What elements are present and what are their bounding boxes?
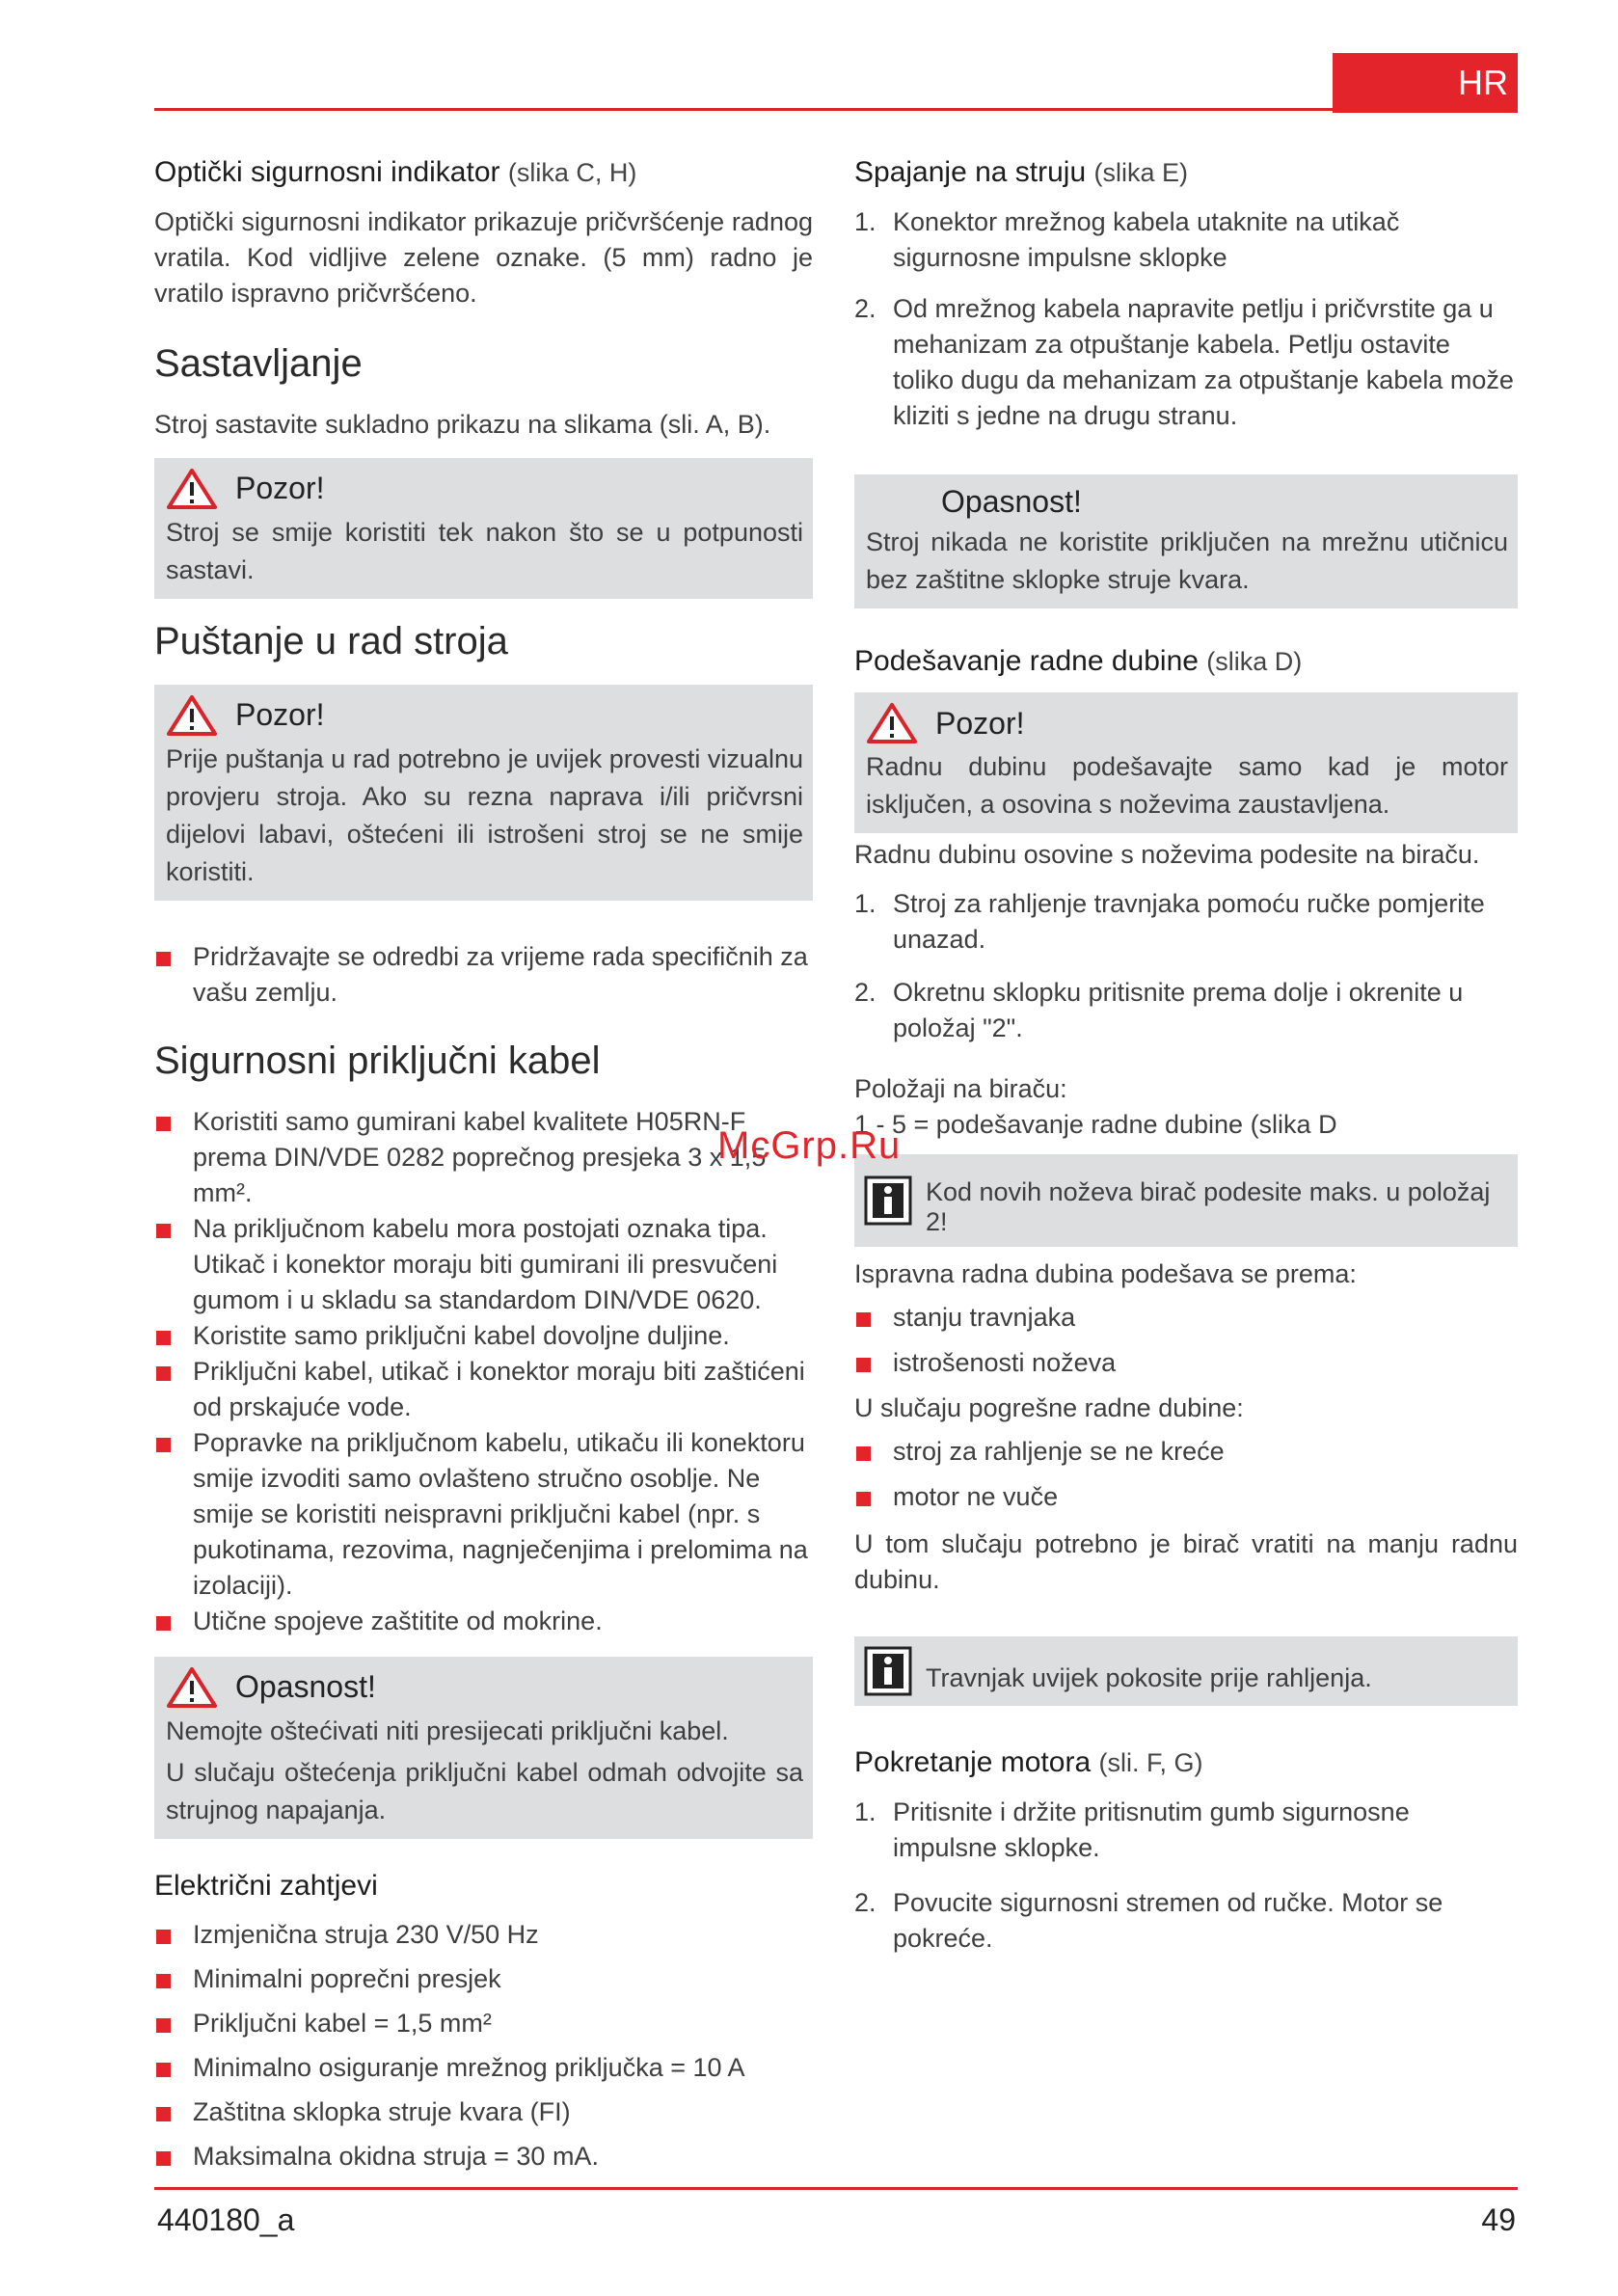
page-number: 49 xyxy=(1481,2202,1516,2237)
power-danger-text: Stroj nikada ne koristite priključen na mrežnu utičnicu bez zaštitne sklopke struje kvara. xyxy=(866,527,1508,594)
document-code: 440180_a xyxy=(157,2202,295,2237)
power-danger-box xyxy=(854,474,1518,608)
list-item: Minimalni poprečni presjek xyxy=(154,1961,813,1997)
cable-danger-box xyxy=(154,1657,813,1839)
startup-warning-text: Prije puštanja u rad potrebno je uvijek provesti vizualnu provjeru stroja. Ako su rezna naprava i/ili pričvrsni dijelovi labavi, oštećeni ili istrošeni stroj se ne smije koristiti. xyxy=(166,743,803,886)
depth-steps xyxy=(854,886,1518,1046)
startup-heading: Puštanje u rad stroja xyxy=(154,619,508,662)
language-code: HR xyxy=(1458,63,1508,102)
wrong-depth-bullets xyxy=(854,1434,1518,1515)
left-column xyxy=(154,154,813,2174)
correct-depth-bullets xyxy=(854,1300,1518,1381)
list-item: Priključni kabel = 1,5 mm² xyxy=(154,2006,813,2041)
list-item: Zaštitna sklopka struje kvara (FI) xyxy=(154,2094,813,2130)
list-item: Minimalno osiguranje mrežnog priključka = 10 A xyxy=(154,2050,813,2086)
positions-label: Položaji na biraču: xyxy=(854,1074,1067,1103)
list-item: Maksimalna okidna struja = 30 mA. xyxy=(154,2139,813,2174)
depth-warning-title: Pozor! xyxy=(935,705,1025,741)
assembly-warning-title: Pozor! xyxy=(235,471,325,505)
info-text-mow-first: Travnjak uvijek pokosite prije rahljenja. xyxy=(926,1662,1372,1692)
list-item: Izmjenična struja 230 V/50 Hz xyxy=(154,1917,813,1953)
list-item: 1. Stroj za rahljenje travnjaka pomoću ručke pomjerite unazad. xyxy=(854,889,1485,954)
list-item: stanju travnjaka xyxy=(854,1300,1518,1336)
cable-danger-text-2: U slučaju oštećenja priključni kabel odmah odvojite sa strujnog napajanja. xyxy=(166,1757,803,1824)
list-item: Koristite samo priključni kabel dovoljne duljine. xyxy=(154,1318,813,1354)
safety-cable-bullets xyxy=(154,1104,813,1639)
list-item: 2. Povucite sigurnosni stremen od ručke. Motor se pokreće. xyxy=(854,1887,1443,1953)
cable-danger-title: Opasnost! xyxy=(235,1669,376,1704)
power-danger-title: Opasnost! xyxy=(941,483,1082,519)
watermark-text: McGrp.Ru xyxy=(717,1124,902,1167)
list-item: istrošenosti noževa xyxy=(854,1345,1518,1381)
wrong-depth-text: U tom slučaju potrebno je birač vratiti na manju radnu dubinu. xyxy=(854,1529,1518,1594)
info-text-new-blades: Kod novih noževa birač podesite maks. u položaj 2! xyxy=(926,1177,1491,1236)
list-item: Popravke na priključnom kabelu, utikaču ili konektoru smije izvoditi samo ovlašteno stručno osoblje. Ne smije se koristiti neispravni priključni kabel (npr. s pukotinama, rezovima, nagnječenjima i prelomima na izolaciji). xyxy=(154,1425,813,1604)
electrical-requirements-bullets xyxy=(154,1917,813,2174)
working-depth-title: Podešavanje radne dubine (slika D) xyxy=(854,644,1303,677)
optical-indicator-text: Optički sigurnosni indikator prikazuje pričvršćenje radnog vratila. Kod vidljive zelene oznake. (5 mm) radno je vratilo ispravno pričvršćeno. xyxy=(154,206,813,308)
wrong-depth-label: U slučaju pogrešne radne dubine: xyxy=(854,1393,1244,1422)
info-icon xyxy=(864,1646,912,1696)
list-item: 2. Od mrežnog kabela napravite petlju i pričvrstite ga u mehanizam za otpuštanje kabela. Petlju ostavite toliko dugu da mehanizam za otpuštanje kabela može kliziti s jedne na drugu stranu. xyxy=(854,293,1514,430)
list-item: Priključni kabel, utikač i konektor moraju biti zaštićeni od prskajuće vode. xyxy=(154,1354,813,1425)
assembly-warning-box xyxy=(154,458,813,599)
optical-indicator-title: Optički sigurnosni indikator (slika C, H) xyxy=(154,156,637,188)
info-box-mow-first xyxy=(854,1636,1518,1706)
power-connection-steps xyxy=(854,204,1518,434)
list-item: Koristiti samo gumirani kabel kvalitete H05RN-F prema DIN/VDE 0282 poprečnog presjeka 3 x 1,5 mm². xyxy=(154,1104,813,1211)
list-item: Na priključnom kabelu mora postojati oznaka tipa. Utikač i konektor moraju biti gumirani ili presvučeni gumom i u skladu sa standardom DIN/VDE 0620. xyxy=(154,1211,813,1318)
assembly-heading: Sastavljanje xyxy=(154,341,363,385)
power-connection-title: Spajanje na struju (slika E) xyxy=(854,156,1189,188)
info-box-new-blades xyxy=(854,1154,1518,1247)
right-column xyxy=(854,154,1518,1957)
startup-warning-box xyxy=(154,685,813,901)
positions-value: 1 - 5 = podešavanje radne dubine (slika D xyxy=(854,1110,1337,1139)
list-item: stroj za rahljenje se ne kreće xyxy=(854,1434,1518,1470)
language-badge xyxy=(1333,53,1518,113)
startup-bullets xyxy=(154,939,813,1011)
warning-triangle-icon xyxy=(166,468,218,510)
start-motor-steps xyxy=(854,1795,1518,1957)
list-item: 2. Okretnu sklopku pritisnite prema dolje i okrenite u položaj "2". xyxy=(854,978,1464,1042)
depth-warning-box xyxy=(854,692,1518,833)
info-icon xyxy=(864,1175,912,1226)
assembly-text: Stroj sastavite sukladno prikazu na slikama (sli. A, B). xyxy=(154,409,771,439)
list-item: Utične spojeve zaštitite od mokrine. xyxy=(154,1604,813,1639)
electrical-requirements-title: Električni zahtjevi xyxy=(154,1869,378,1902)
startup-warning-title: Pozor! xyxy=(235,697,325,732)
correct-depth-label: Ispravna radna dubina podešava se prema: xyxy=(854,1259,1357,1288)
safety-cable-heading: Sigurnosni priključni kabel xyxy=(154,1039,601,1082)
warning-triangle-icon xyxy=(866,702,918,744)
footer-rule xyxy=(154,2187,1518,2190)
header-rule xyxy=(154,108,1333,111)
list-item: 1. Pritisnite i držite pritisnutim gumb sigurnosne impulsne sklopke. xyxy=(854,1796,1410,1862)
list-item: motor ne vuče xyxy=(854,1479,1518,1515)
assembly-warning-text: Stroj se smije koristiti tek nakon što se u potpunosti sastavi. xyxy=(166,517,803,584)
warning-triangle-icon xyxy=(166,1666,218,1709)
list-item: 1. Konektor mrežnog kabela utaknite na utikač sigurnosne impulsne sklopke xyxy=(854,206,1400,272)
cable-danger-text-1: Nemojte oštećivati niti presijecati priključni kabel. xyxy=(166,1715,729,1745)
start-motor-title: Pokretanje motora (sli. F, G) xyxy=(854,1746,1203,1778)
list-item: Pridržavajte se odredbi za vrijeme rada specifičnih za vašu zemlju. xyxy=(154,939,813,1011)
depth-intro: Radnu dubinu osovine s noževima podesite na biraču. xyxy=(854,840,1480,869)
depth-warning-text: Radnu dubinu podešavajte samo kad je motor isključen, a osovina s noževima zaustavljena. xyxy=(866,752,1508,819)
warning-triangle-icon xyxy=(166,694,218,737)
